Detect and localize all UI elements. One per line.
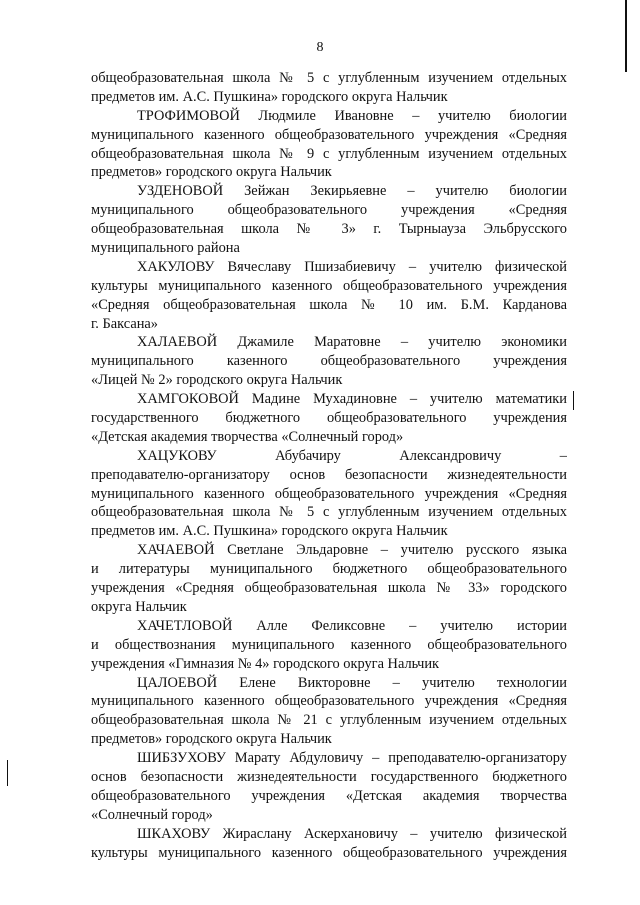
text-line: муниципального района (91, 240, 240, 257)
scan-margin-mark (573, 391, 574, 410)
text-line: УЗДЕНОВОЙ Зейжан Зекирьяевне – учителю биологии (137, 183, 567, 200)
page-number: 8 (316, 40, 324, 55)
text-line: ШИБЗУХОВУ Марату Абдуловичу – преподавателю-организатору (137, 750, 567, 767)
text-line: общеобразовательная школа № 21 с углубленным изучением отдельных (91, 712, 567, 729)
text-line: основ безопасности жизнедеятельности государственного бюджетного (91, 768, 567, 785)
text-line: преподавателю-организатору основ безопасности жизнедеятельности (91, 466, 567, 483)
text-line: «Лицей № 2» городского округа Нальчик (91, 372, 343, 389)
scan-margin-mark (7, 760, 8, 786)
text-line: «Солнечный город» (91, 806, 213, 823)
text-line: общеобразовательного учреждения «Детская академия творчества (91, 787, 567, 804)
document-body (91, 69, 567, 862)
text-line: и обществознания муниципального казенного общеобразовательного (91, 636, 567, 653)
text-line: г. Баксана» (91, 315, 158, 332)
scan-margin-mark (625, 0, 627, 72)
text-line: учреждения «Средняя общеобразовательная школа № 33» городского (91, 580, 567, 597)
text-line: ЦАЛОЕВОЙ Елене Викторовне – учителю технологии (137, 674, 567, 691)
text-line: ХАЧАЕВОЙ Светлане Эльдаровне – учителю русского языка (137, 542, 567, 559)
text-line: ХАКУЛОВУ Вячеславу Пшизабиевичу – учителю физической (137, 258, 567, 275)
text-line: учреждения «Гимназия № 4» городского округа Нальчик (91, 655, 440, 672)
text-line: муниципального казенного общеобразовательного учреждения «Средняя (91, 126, 567, 143)
text-line: ХАЛАЕВОЙ Джамиле Маратовне – учителю экономики (137, 334, 567, 351)
text-line: муниципального общеобразовательного учреждения «Средняя (91, 202, 567, 219)
text-line: ХАЦУКОВУ Абубачиру Александровичу – (137, 447, 567, 464)
text-line: ШКАХОВУ Жираслану Аскерхановичу – учителю физической (137, 825, 567, 842)
text-line: культуры муниципального казенного общеобразовательного учреждения (91, 277, 567, 294)
text-line: предметов» городского округа Нальчик (91, 164, 332, 181)
text-line: государственного бюджетного общеобразовательного учреждения (91, 410, 567, 427)
text-line: округа Нальчик (91, 598, 187, 615)
text-line: предметов им. А.С. Пушкина» городского округа Нальчик (91, 88, 448, 105)
text-line: «Детская академия творчества «Солнечный город» (91, 428, 404, 445)
text-line: ТРОФИМОВОЙ Людмиле Ивановне – учителю биологии (137, 107, 567, 124)
text-line: муниципального казенного общеобразовательного учреждения (91, 353, 567, 370)
text-line: «Средняя общеобразовательная школа № 10 им. Б.М. Карданова (91, 296, 567, 313)
text-line: общеобразовательная школа № 3» г. Тырныауза Эльбрусского (91, 221, 567, 238)
text-line: ХАМГОКОВОЙ Мадине Мухадиновне – учителю математики (137, 391, 567, 408)
text-line: общеобразовательная школа № 5 с углубленным изучением отдельных (91, 504, 567, 521)
text-line: общеобразовательная школа № 5 с углубленным изучением отдельных (91, 70, 567, 86)
text-line: культуры муниципального казенного общеобразовательного учреждения (91, 844, 567, 861)
text-line: предметов» городского округа Нальчик (91, 731, 332, 748)
text-line: предметов им. А.С. Пушкина» городского округа Нальчик (91, 523, 448, 540)
text-line: и литературы муниципального бюджетного общеобразовательного (91, 561, 567, 578)
text-line: муниципального казенного общеобразовательного учреждения «Средняя (91, 693, 567, 710)
text-line: общеобразовательная школа № 9 с углубленным изучением отдельных (91, 145, 567, 162)
text-line: ХАЧЕТЛОВОЙ Алле Феликсовне – учителю истории (137, 617, 567, 634)
text-line: муниципального казенного общеобразовательного учреждения «Средняя (91, 485, 567, 502)
